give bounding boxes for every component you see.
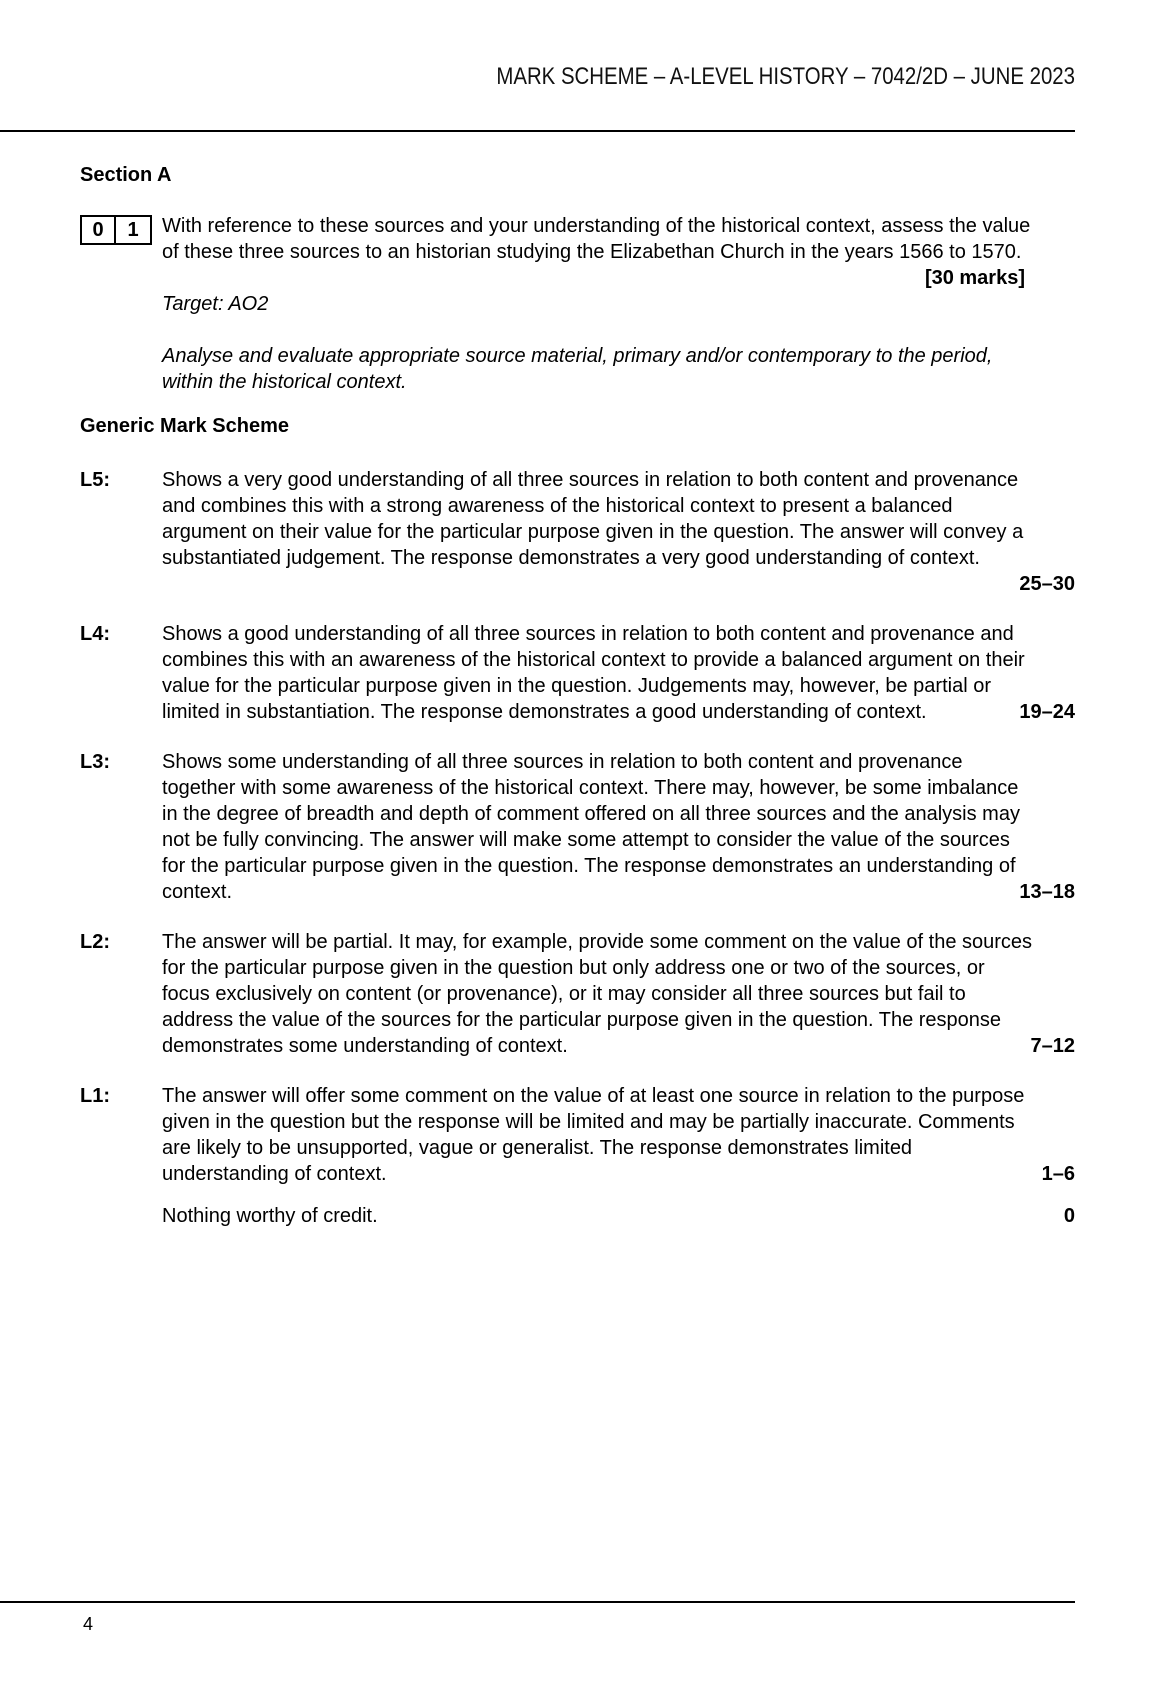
level-row-l1 — [80, 1083, 1075, 1187]
page-header-title: MARK SCHEME – A-LEVEL HISTORY – 7042/2D – JUNE 2023 — [496, 63, 1075, 90]
target-label: Target: AO2 — [162, 293, 269, 315]
level-row-l4 — [80, 621, 1075, 725]
level-label: L1: — [80, 1085, 110, 1107]
level-row-zero — [80, 1203, 1075, 1229]
level-description: Shows a very good understanding of all three sources in relation to both content and provenance and combines this with a strong awareness of the historical context to present a balanced argument on their value for the particular purpose given in the question. The answer will convey a substantiated judgement. The response demonstrates a very good understanding of context. — [162, 469, 1024, 569]
level-label — [80, 1203, 162, 1229]
level-marks: 13–18 — [1019, 881, 1075, 903]
level-body — [162, 749, 1035, 905]
level-marks: 0 — [1063, 1205, 1075, 1227]
question-text: With reference to these sources and your understanding of the historical context, assess the value of these three sources to an historian studying the Elizabethan Church in the years 1566 to 1570. — [162, 215, 1031, 263]
level-body — [162, 929, 1035, 1059]
level-label: L5: — [80, 469, 110, 491]
level-row-l5 — [80, 467, 1075, 597]
level-label: L3: — [80, 751, 110, 773]
level-marks: 1–6 — [1041, 1163, 1075, 1185]
level-row-l2 — [80, 929, 1075, 1059]
generic-mark-scheme-heading: Generic Mark Scheme — [80, 415, 289, 437]
question-row — [80, 213, 1075, 395]
question-number-digit-2: 1 — [127, 219, 139, 241]
level-body — [162, 1203, 1035, 1229]
level-marks: 7–12 — [1030, 1035, 1075, 1057]
question-body — [162, 213, 1035, 395]
level-marks: 25–30 — [1019, 573, 1075, 595]
level-description: The answer will offer some comment on the value of at least one source in relation to the purpose given in the question but the response will be limited and may be partially inaccurate. Comments are likely to be unsupported, vague or generalist. The response demonstrates limited understanding of context. — [162, 1085, 1025, 1185]
question-number-column — [80, 213, 162, 395]
level-marks: 19–24 — [1019, 701, 1075, 723]
level-description: Shows a good understanding of all three sources in relation to both content and provenance and combines this with an awareness of the historical context to provide a balanced argument on their value for the particular purpose given in the question. Judgements may, however, be partial or limited in substantiation. The response demonstrates a good understanding of context. — [162, 623, 1025, 723]
level-body — [162, 467, 1075, 597]
section-heading: Section A — [80, 164, 172, 186]
document-page — [0, 64, 1158, 1229]
level-description: The answer will be partial. It may, for example, provide some comment on the value of the sources for the particular purpose given in the question but only address one or two of the sources, or focus exclusively on content (or provenance), or it may consider all three sources but fail to address the value of the sources for the particular purpose given in the question. The response demonstrates some understanding of context. — [162, 931, 1033, 1057]
level-description: Nothing worthy of credit. — [162, 1205, 378, 1227]
level-description: Shows some understanding of all three sources in relation to both content and provenance together with some awareness of the historical context. There may, however, be some imbalance in the degree of breadth and depth of comment offered on all three sources and the analysis may not be fully convincing. The answer will make some attempt to consider the value of the sources for the particular purpose given in the question. The response demonstrates an understanding of context. — [162, 751, 1020, 903]
level-label: L2: — [80, 931, 110, 953]
target-description: Analyse and evaluate appropriate source material, primary and/or contemporary to the period, within the historical context. — [162, 345, 993, 393]
question-marks: [30 marks] — [924, 267, 1025, 289]
header-divider — [0, 130, 1075, 132]
level-row-l3 — [80, 749, 1075, 905]
page-number: 4 — [83, 1614, 94, 1634]
level-body — [162, 1083, 1035, 1187]
footer-divider — [0, 1601, 1075, 1603]
question-number-box — [80, 215, 152, 245]
level-body — [162, 621, 1035, 725]
level-label: L4: — [80, 623, 110, 645]
question-number-digit-1: 0 — [82, 217, 116, 243]
